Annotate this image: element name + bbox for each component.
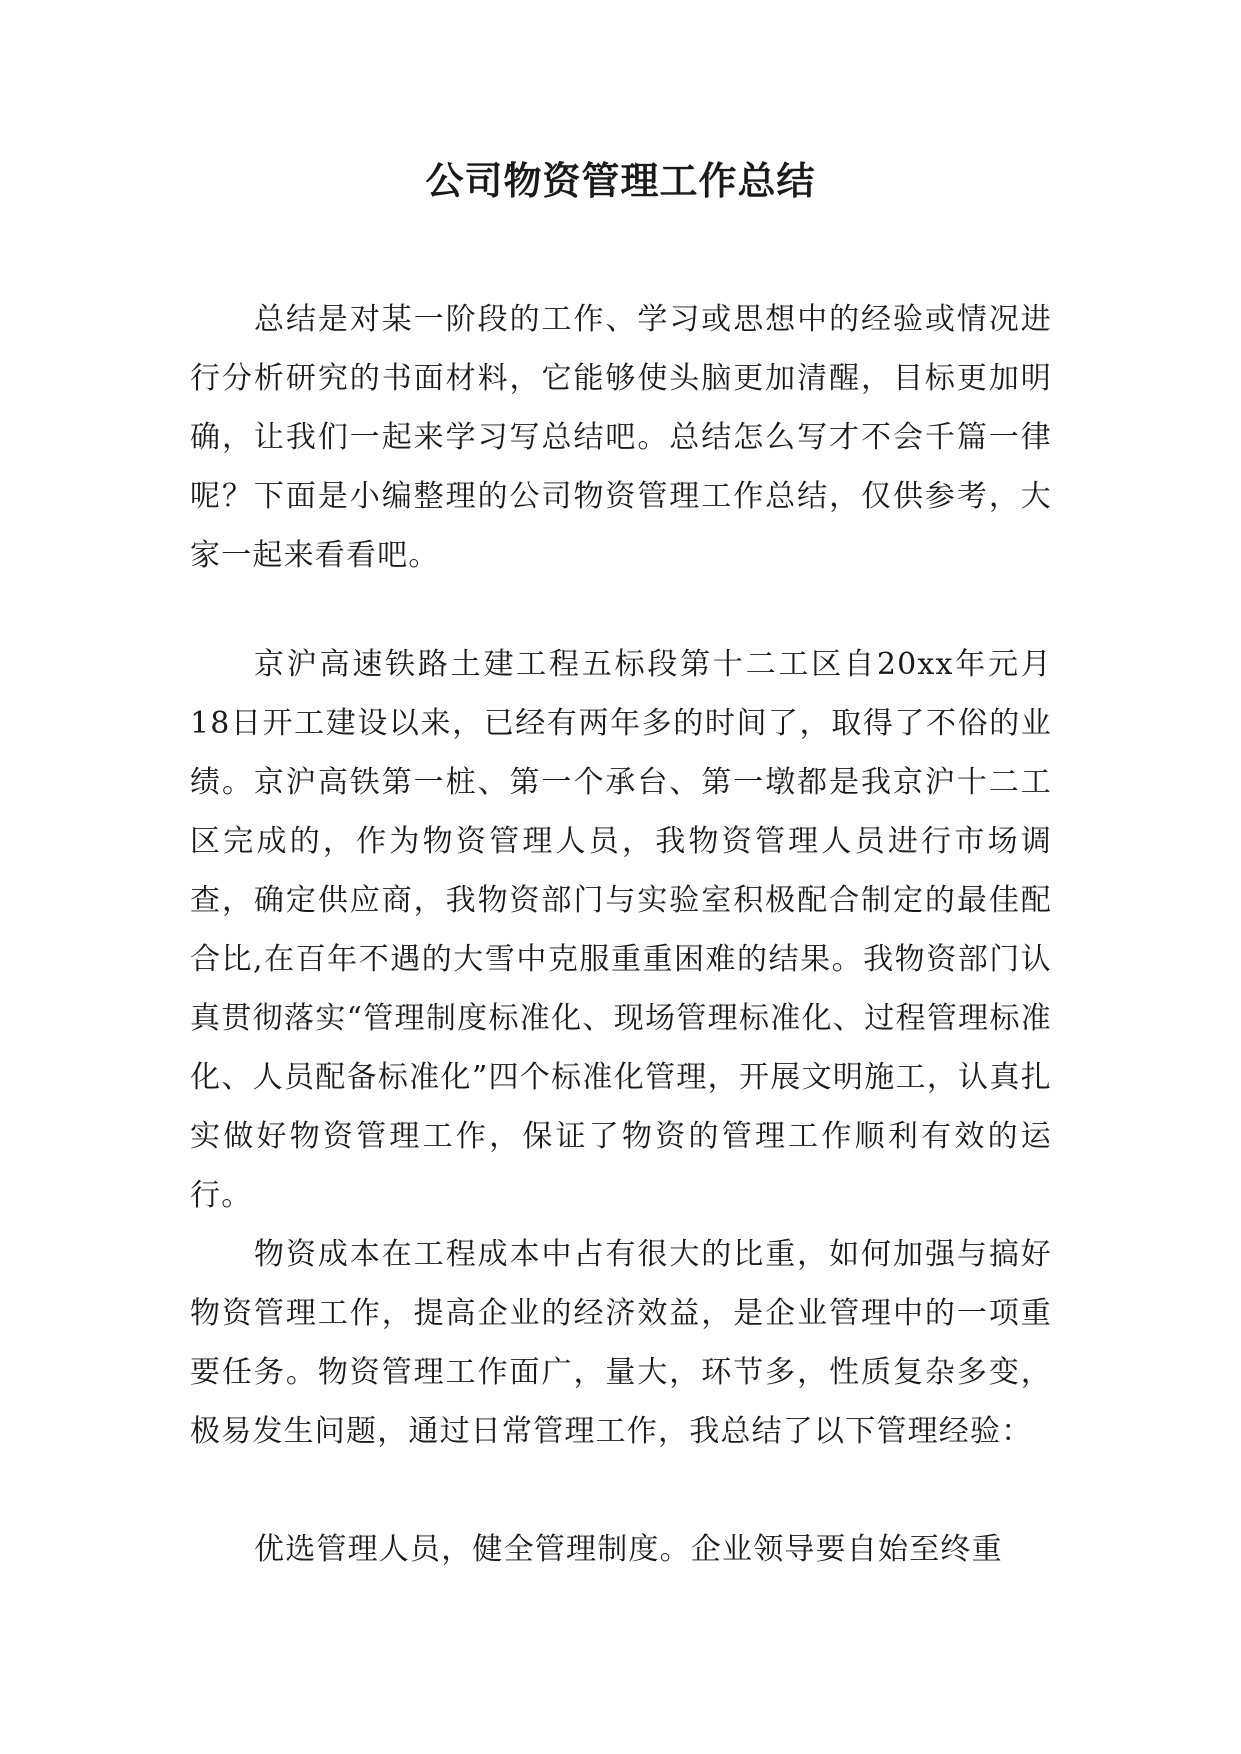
body-paragraph-1: 京沪高速铁路土建工程五标段第十二工区自20xx年元月18日开工建设以来，已经有两年多的时间了，取得了不俗的业绩。京沪高铁第一桩、第一个承台、第一墩都是我京沪十二工区完成的，作为物资管理人员，我物资管理人员进行市场调查，确定供应商，我物资部门与实验室积极配合制定的最佳配合比,在百年不遇的大雪中克服重重困难的结果。我物资部门认真贯彻落实“管理制度标准化、现场管理标准化、过程管理标准化、人员配备标准化”四个标准化管理，开展文明施工，认真扎实做好物资管理工作，保证了物资的管理工作顺利有效的运行。 bbox=[190, 647, 1052, 1213]
body-paragraph-3: 优选管理人员，健全管理制度。企业领导要自始至终重 bbox=[254, 1532, 1003, 1567]
intro-paragraph: 总结是对某一阶段的工作、学习或思想中的经验或情况进行分析研究的书面材料，它能够使头脑更加清醒，目标更加明确，让我们一起来学习写总结吧。总结怎么写才不会千篇一律呢？下面是小编整理的公司物资管理工作总结，仅供参考，大家一起来看看吧。 bbox=[190, 302, 1052, 573]
body-paragraph-2: 物资成本在工程成本中占有很大的比重，如何加强与搞好物资管理工作，提高企业的经济效益，是企业管理中的一项重要任务。物资管理工作面广，量大，环节多，性质复杂多变，极易发生问题，通过日常管理工作，我总结了以下管理经验： bbox=[190, 1237, 1052, 1449]
document-title: 公司物资管理工作总结 bbox=[425, 159, 816, 203]
